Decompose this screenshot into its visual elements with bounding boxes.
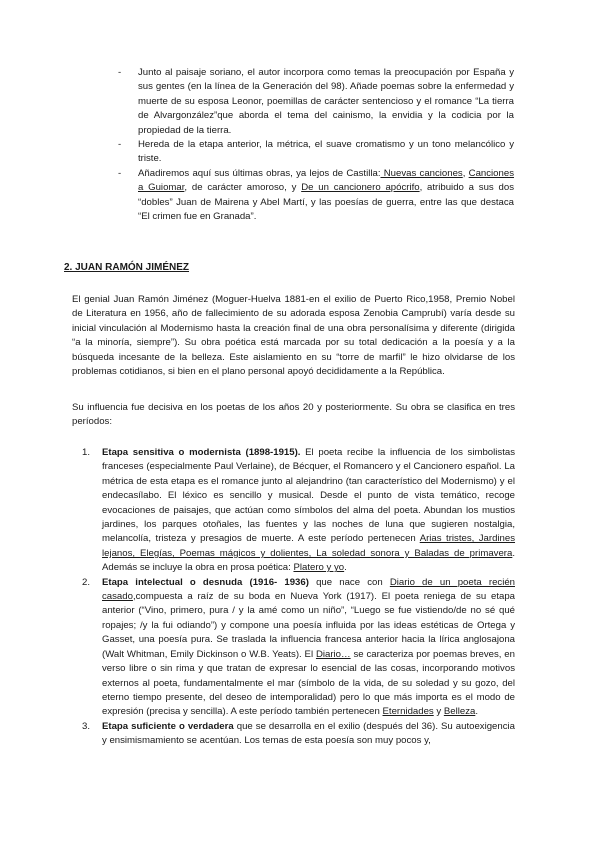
text-run: ,	[462, 167, 469, 179]
bullet-item	[118, 138, 514, 167]
intro-paragraph-2: Su influencia fue decisiva en los poetas de los años 20 y posteriormente. Su obra se clasifica en tres períodos:	[72, 402, 515, 428]
list-item	[82, 720, 515, 749]
item-text	[102, 576, 515, 720]
text-run: . Además se incluye la obra en prosa poética:	[102, 547, 515, 574]
work-title: Platero y yo	[293, 562, 345, 574]
work-title: De un cancionero apócrifo	[301, 182, 420, 194]
item-title: Etapa sensitiva o modernista (1898-1915).	[102, 447, 301, 458]
text-run: que nace con	[308, 576, 390, 588]
work-title: Eternidades	[382, 706, 434, 718]
item-text	[102, 720, 515, 749]
text-run: .	[344, 562, 347, 574]
bullet-text: Junto al paisaje soriano, el autor incorpora como temas la preocupación por España y sus gentes (en la línea de la Generación del 98). Añade poemas sobre la enfermedad y muerte de su esposa Leonor, poemillas de carácter sentencioso y el romance “La tierra de Alvargonzález”que aborda el tema del cainismo, la envidia y la codicia por la propiedad de la tierra.	[138, 67, 514, 136]
bullet-dash: -	[118, 139, 122, 151]
text-run: y	[433, 706, 444, 718]
text-run: Añadiremos aquí sus últimas obras, ya lejos de Castilla:	[138, 167, 381, 179]
bullet-item	[118, 167, 514, 225]
item-title: Etapa suficiente o verdadera	[102, 720, 234, 732]
work-title: Nuevas canciones	[380, 167, 463, 179]
text-run: .	[475, 706, 478, 718]
list-item	[82, 576, 515, 720]
work-title: Diario…	[315, 648, 351, 660]
periods-list	[82, 446, 515, 749]
list-item	[82, 446, 515, 576]
text-run: que se desarrolla en el exilio (después del 36). Su autoexigencia y ensimismamiento se acentúan. Los temas de esta poesía son muy pocos y,	[102, 720, 515, 747]
text-run: El poeta recibe la influencia de los simbolistas franceses (especialmente Paul Verlaine), de Bécquer, el Romancero y el Cancionero español. La métrica de esta etapa es el romance junto al alejandrino (tan característico del Modernismo) y el endecasílabo. El léxico es sencillo y musical. Desde el punto de vista temático, recoge evocaciones de paisajes, que actúan como símbolos del alma del poeta. Abundan los mustios jardines, los parques otoñales, las fuentes y las noches de luna que sugieren nostalgia, melancolía, tristeza y presagios de muerte. A este período pertenecen	[102, 447, 515, 545]
item-number: 2.	[82, 576, 91, 588]
work-title: Arias tristes, Jardines lejanos, Elegías, Poemas mágicos y dolientes, La soledad sonora y Baladas de primavera	[102, 533, 516, 559]
bullet-dash: -	[118, 167, 122, 179]
intro-paragraph: El genial Juan Ramón Jiménez (Moguer-Huelva 1881-en el exilio de Puerto Rico,1958, Premio Nobel de Literatura en 1956, año de fallecimiento de su adorada esposa Zenobia Camprubí) varía desde su inicial vinculación al Modernismo hasta la creación final de una obra personalísima y diferente (dirigida “a la minoría, siempre”). Su obra poética está marcada por su total dedicación a la poesía y a la búsqueda incesante de la belleza. Este aislamiento en su “torre de marfil” le hizo olvidarse de los problemas cotidianos, si bien en el plano personal apoyó decididamente a la República.	[72, 294, 515, 378]
work-title: Canciones a Guiomar	[138, 167, 514, 194]
section-heading: 2. JUAN RAMÓN JIMÉNEZ	[64, 262, 190, 273]
text-run: ,compuesta a raíz de su boda en Nueva York (1917). El poeta reniega de su etapa anterior (“Vino, primero, pura / y la amé como un niño”, “Luego se fue vistiendo/de no sé qué ropajes; /y la fui odiando”) y compone una poesía influida por las ideas estéticas de Ortega y Gasset, una poesía pura. Se traslada la influencia francesa anterior hacia la lírica anglosajona (Walt Whitman, Emily Dickinson o W.B. Yeats). El	[102, 591, 515, 660]
bullet-list	[118, 66, 514, 224]
text-run: , atribuido a sus dos “dobles” Juan de Mairena y Abel Martí, y las poesías de guerra, entre las que destaca “El crimen fue en Granada”.	[138, 182, 514, 223]
work-title: Belleza	[443, 706, 476, 718]
bullet-text	[138, 167, 514, 225]
bullet-dash: -	[118, 67, 122, 78]
text-run: , de carácter amoroso, y	[184, 182, 302, 194]
item-text	[102, 446, 515, 576]
item-number: 1.	[82, 447, 91, 458]
text-run: se caracteriza por poemas breves, en verso libre o sin rima y que tratan de expresar lo esencial de las cosas, incorporando motivos externos al poeta, fundamentalmente el mar (símbolo de la vida, de su soledad y su gozo, del eterno tiempo presente, del deseo de intemporalidad) pero lo que más importa es el modo de expresión (precisa y sencilla). A este período también pertenecen	[102, 648, 515, 718]
work-title: Diario de un poeta recién casado	[102, 576, 515, 603]
item-title: Etapa intelectual o desnuda (1916- 1936)	[102, 576, 309, 588]
bullet-text: Hereda de la etapa anterior, la métrica, el suave cromatismo y un tono melancólico y triste.	[138, 139, 514, 165]
bullet-item	[118, 66, 514, 138]
item-number: 3.	[82, 720, 91, 732]
